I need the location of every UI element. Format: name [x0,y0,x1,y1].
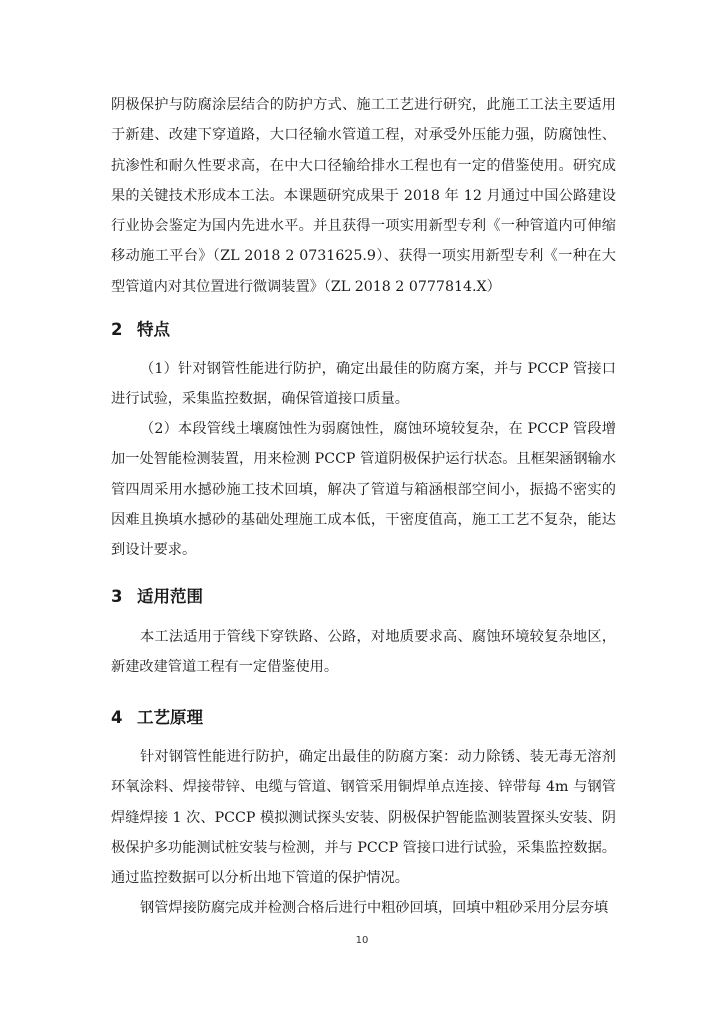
section-heading-features [111,316,170,340]
section-title: 特点 [137,320,170,339]
section-number: 3 [111,587,123,606]
intro-paragraph: 阴极保护与防腐涂层结合的防护方式、施工工艺进行研究，此施工工法主要适用于新建、改建下穿道路，大口径输水管道工程，对承受外压能力强，防腐蚀性、抗渗性和耐久性要求高，在中大口径输给排水工程也有一定的借鉴使用。研究成果的关键技术形成本工法。本课题研究成果于 2018 年 12 月通过中国公路建设行业协会鉴定为国内先进水平。并且获得一项实用新型专利《一种管道内可伸缩移动施工平台》（ZL 2018 2 0731625.9）、获得一项实用新型专利《一种在大型管道内对其位置进行微调装置》（ZL 2018 2 0777814.X） [111,97,616,295]
features-paragraph-2: （2）本段管线土壤腐蚀性为弱腐蚀性，腐蚀环境较复杂，在 PCCP 管段增加一处智能检测装置，用来检测 PCCP 管道阴极保护运行状态。且框架涵钢输水管四周采用水撼砂施工技术回填，解决了管道与箱涵根部空间小，振捣不密实的因难且换填水撼砂的基础处理施工成本低，干密度值高，施工工艺不复杂，能达到设计要求。 [111,421,616,559]
section-title: 适用范围 [137,587,203,606]
principle-paragraph-2: 钢管焊接防腐完成并检测合格后进行中粗砂回填，回填中粗砂采用分层夯填 [140,900,609,916]
principle-paragraph-1: 针对钢管性能进行防护，确定出最佳的防腐方案：动力除锈、装无毒无溶剂环氧涂料、焊接带锌、电缆与管道、钢管采用铜焊单点连接、锌带每 4m 与钢管焊缝焊接 1 次、PCCP 模拟测试探头安装、阴极保护智能监测装置探头安装、阴极保护多功能测试桩安装与检测，并与 PCCP 管接口进行试验，采集监控数据。通过监控数据可以分析出地下管道的保护情况。 [111,749,616,887]
section-title: 工艺原理 [137,708,203,727]
scope-paragraph: 本工法适用于管线下穿铁路、公路，对地质要求高、腐蚀环境较复杂地区，新建改建管道工程有一定借鉴使用。 [111,629,616,676]
section-number: 4 [111,708,123,727]
section-number: 2 [111,320,123,339]
section-heading-principle [111,704,203,728]
section-heading-scope [111,583,203,607]
features-paragraph-1: （1）针对钢管性能进行防护，确定出最佳的防腐方案，并与 PCCP 管接口进行试验，采集监控数据，确保管道接口质量。 [111,361,616,408]
page-number: 10 [355,935,369,946]
